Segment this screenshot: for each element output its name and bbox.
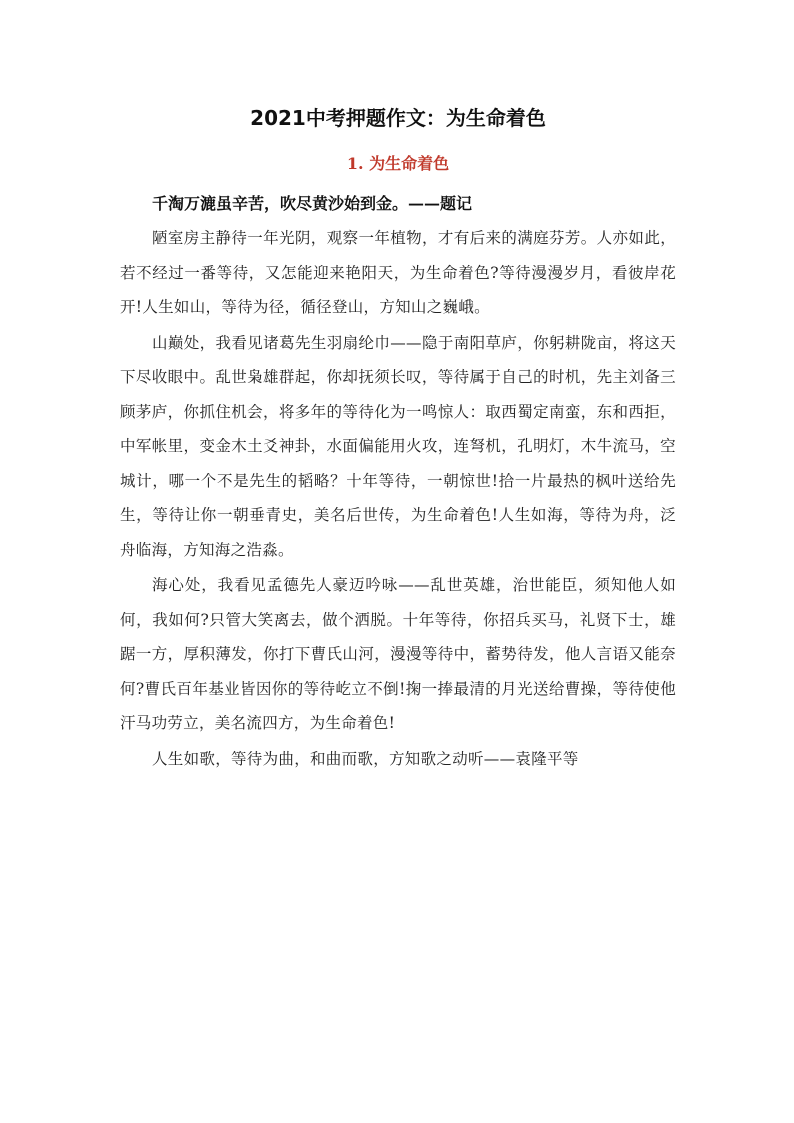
page-title: 2021中考押题作文：为生命着色 [250, 106, 546, 130]
paragraph-1: 陋室房主静待一年光阴，观察一年植物，才有后来的满庭芬芳。人亦如此，若不经过一番等待，又怎能迎来艳阳天，为生命着色?等待漫漫岁月，看彼岸花开!人生如山，等待为径，循径登山，方知山之巍峨。 [120, 229, 676, 316]
section-heading: 1. 为生命着色 [346, 154, 450, 173]
paragraph-3: 海心处，我看见孟德先人豪迈吟咏——乱世英雄，治世能臣，须知他人如何，我如何?只管大笑离去，做个洒脱。十年等待，你招兵买马，礼贤下士，雄踞一方，厚积薄发，你打下曹氏山河，漫漫等待中，蓄势待发，他人言语又能奈何?曹氏百年基业皆因你的等待屹立不倒!掬一捧最清的月光送给曹操，等待使他汗马功劳立，美名流四方，为生命着色! [120, 576, 676, 732]
paragraph-4: 人生如歌，等待为曲，和曲而歌，方知歌之动听——袁隆平等 [152, 749, 579, 768]
epigraph: 千淘万漉虽辛苦，吹尽黄沙始到金。——题记 [152, 194, 473, 213]
document-body [120, 101, 676, 776]
paragraph-2: 山巅处，我看见诸葛先生羽扇纶巾——隐于南阳草庐，你躬耕陇亩，将这天下尽收眼中。乱世枭雄群起，你却抚须长叹，等待属于自己的时机，先主刘备三顾茅庐，你抓住机会，将多年的等待化为一鸣惊人：取西蜀定南蛮，东和西拒，中军帐里，变金木土爻神卦，水面偏能用火攻，连弩机，孔明灯，木牛流马，空城计，哪一个不是先生的韬略？十年等待，一朝惊世!拾一片最热的枫叶送给先生，等待让你一朝垂青史，美名后世传，为生命着色!人生如海，等待为舟，泛舟临海，方知海之浩淼。 [120, 333, 676, 559]
